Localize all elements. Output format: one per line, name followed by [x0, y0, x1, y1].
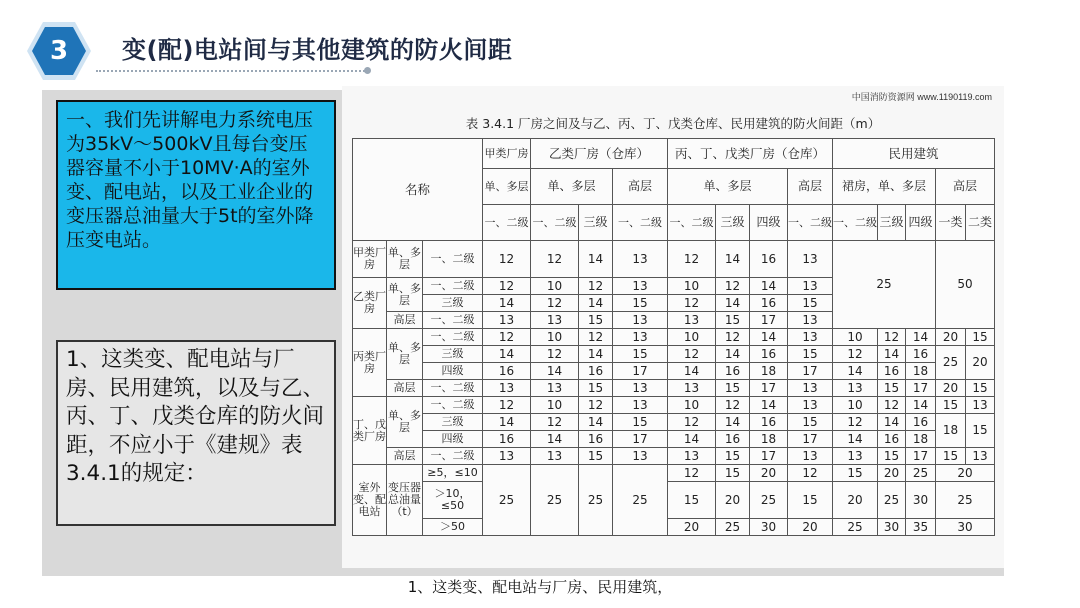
grade-civil-type2: 二类	[966, 205, 995, 241]
table-cell: 20	[750, 465, 788, 482]
table-cell: 15	[966, 329, 995, 346]
grade-label: 一、二级	[423, 312, 483, 329]
table-cell: 16	[716, 431, 750, 448]
table-cell: 14	[716, 241, 750, 278]
table-cell: 12	[579, 278, 613, 295]
table-cell: 13	[483, 380, 531, 397]
table-cell: 15	[788, 346, 833, 363]
table-cell: 25	[613, 465, 668, 536]
grade-label: 一、二级	[423, 329, 483, 346]
table-cell: 14	[716, 414, 750, 431]
table-cell: 20	[936, 380, 966, 397]
table-cell: 13	[788, 448, 833, 465]
table-cell: 13	[966, 448, 995, 465]
table-cell: 15	[936, 448, 966, 465]
table-cell: 12	[531, 295, 579, 312]
grade-label: 一、二级	[423, 448, 483, 465]
sub-transformer-oil: 变压器总油量（t）	[387, 465, 423, 536]
table-cell: 12	[716, 278, 750, 295]
table-cell: 13	[788, 329, 833, 346]
oil-range: ≥5，≤10	[423, 465, 483, 482]
table-cell: 20	[716, 482, 750, 519]
table-cell: 25	[833, 519, 878, 536]
table-cell: 20	[936, 329, 966, 346]
table-cell: 14	[833, 363, 878, 380]
table-cell: 13	[531, 312, 579, 329]
table-cell: 16	[906, 346, 936, 363]
table-cell: 15	[716, 465, 750, 482]
table-cell: 16	[579, 363, 613, 380]
table-cell: 25	[531, 465, 579, 536]
table-cell: 14	[579, 346, 613, 363]
table-cell: 15	[966, 380, 995, 397]
table-cell: 17	[906, 380, 936, 397]
table-cell: 15	[716, 380, 750, 397]
table-cell: 14	[750, 278, 788, 295]
header-civil-podium: 裙房，单、多层	[833, 169, 936, 205]
header-a-single-multi: 单、多层	[483, 169, 531, 205]
table-cell: 20	[833, 482, 878, 519]
sub-high: 高层	[387, 448, 423, 465]
table-cell: 12	[531, 346, 579, 363]
table-cell: 14	[906, 329, 936, 346]
grade-label: 一、二级	[423, 397, 483, 414]
group-class-a: 甲类厂房	[353, 241, 387, 278]
table-cell: 17	[788, 363, 833, 380]
table-cell: 25	[750, 482, 788, 519]
table-cell: 12	[878, 397, 906, 414]
header-cde-single-multi: 单、多层	[668, 169, 788, 205]
group-substation: 室外变、配电站	[353, 465, 387, 536]
table-cell: 15	[716, 448, 750, 465]
title-divider	[96, 70, 368, 72]
table-cell: 13	[483, 312, 531, 329]
table-cell: 12	[483, 241, 531, 278]
table-cell: 16	[483, 431, 531, 448]
table-cell: 12	[531, 241, 579, 278]
table-cell: 15	[878, 448, 906, 465]
table-cell: 12	[878, 329, 906, 346]
fire-distance-table	[352, 138, 995, 536]
table-cell: 12	[483, 278, 531, 295]
table-cell: 12	[668, 295, 716, 312]
grade-label: 三级	[423, 346, 483, 363]
table-cell: 14	[668, 363, 716, 380]
grade-c-4: 四级	[750, 205, 788, 241]
table-cell: 12	[833, 346, 878, 363]
grade-civil-12: 一、二级	[833, 205, 878, 241]
header-class-a: 甲类厂房	[483, 139, 531, 169]
header-class-cde: 丙、丁、戊类厂房（仓库）	[668, 139, 833, 169]
sub-single-multi: 单、多层	[387, 397, 423, 448]
table-cell: 15	[936, 397, 966, 414]
table-cell: 17	[788, 431, 833, 448]
table-cell: 25	[483, 465, 531, 536]
table-cell: 10	[531, 278, 579, 295]
slide-title: 变(配)电站间与其他建筑的防火间距	[122, 36, 513, 64]
group-class-de: 丁、戊类厂房	[353, 397, 387, 465]
table-cell: 14	[483, 346, 531, 363]
table-cell: 30	[906, 482, 936, 519]
table-cell: 10	[668, 397, 716, 414]
table-cell: 18	[906, 363, 936, 380]
grade-label: 三级	[423, 295, 483, 312]
table-cell: 25	[579, 465, 613, 536]
table-cell: 10	[668, 329, 716, 346]
table-cell: 12	[483, 329, 531, 346]
table-cell: 13	[833, 380, 878, 397]
table-cell: 12	[668, 241, 716, 278]
table-cell: 13	[613, 278, 668, 295]
table-cell: 12	[531, 414, 579, 431]
group-class-b: 乙类厂房	[353, 278, 387, 329]
merged-ab-high: 50	[936, 241, 995, 329]
table-cell: 14	[716, 295, 750, 312]
intro-text-box: 一、我们先讲解电力系统电压为35kV～500kV且每台变压器容量不小于10MV·A的室外变、配电站，以及工业企业的变压器总油量大于5t的室外降压变电站。	[56, 100, 336, 290]
grade-label: 三级	[423, 414, 483, 431]
grade-civil-type1: 一类	[936, 205, 966, 241]
table-cell: 10	[531, 329, 579, 346]
table-cell: 15	[788, 295, 833, 312]
table-cell: 10	[833, 397, 878, 414]
table-cell: 25	[936, 482, 995, 519]
header-b-single-multi: 单、多层	[531, 169, 613, 205]
header-cde-high: 高层	[788, 169, 833, 205]
source-note: 中国消防资源网 www.1190119.com	[851, 92, 992, 102]
grade-b-high-12: 一、二级	[613, 205, 668, 241]
table-cell: 16	[906, 414, 936, 431]
table-cell: 13	[788, 312, 833, 329]
table-cell: 12	[668, 346, 716, 363]
table-cell: 15	[579, 380, 613, 397]
grade-label: 一、二级	[423, 278, 483, 295]
table-cell: 10	[531, 397, 579, 414]
table-cell: 30	[878, 519, 906, 536]
sub-single-multi: 单、多层	[387, 278, 423, 312]
table-cell: 20	[788, 519, 833, 536]
table-cell: 12	[483, 397, 531, 414]
table-cell: 13	[966, 397, 995, 414]
table-cell: 12	[788, 465, 833, 482]
table-cell: 14	[531, 431, 579, 448]
table-cell: 15	[788, 482, 833, 519]
table-cell: 15	[878, 380, 906, 397]
table-cell: 20	[936, 465, 995, 482]
merged-d-high-1: 18	[936, 414, 966, 448]
grade-label: 一、二级	[423, 241, 483, 278]
section-number: 3	[49, 36, 69, 66]
table-cell: 14	[579, 414, 613, 431]
merged-ab-podium: 25	[833, 241, 936, 329]
table-cell: 15	[613, 295, 668, 312]
table-cell: 16	[878, 363, 906, 380]
oil-range: ＞50	[423, 519, 483, 536]
header-civil: 民用建筑	[833, 139, 995, 169]
table-cell: 12	[579, 397, 613, 414]
merged-d-high-2: 15	[966, 414, 995, 448]
table-cell: 25	[716, 519, 750, 536]
table-cell: 25	[878, 482, 906, 519]
table-cell: 15	[579, 312, 613, 329]
table-cell: 12	[716, 397, 750, 414]
table-cell: 12	[833, 414, 878, 431]
table-cell: 13	[668, 448, 716, 465]
table-cell: 14	[668, 431, 716, 448]
table-cell: 16	[750, 414, 788, 431]
table-cell: 16	[878, 431, 906, 448]
table-cell: 14	[906, 397, 936, 414]
table-cell: 13	[613, 380, 668, 397]
table-cell: 14	[878, 346, 906, 363]
table-cell: 14	[878, 414, 906, 431]
table-cell: 18	[750, 363, 788, 380]
table-cell: 10	[668, 278, 716, 295]
sub-high: 高层	[387, 312, 423, 329]
table-cell: 17	[750, 380, 788, 397]
table-cell: 13	[668, 312, 716, 329]
table-cell: 13	[531, 380, 579, 397]
table-cell: 16	[750, 241, 788, 278]
table-caption: 表 3.4.1 厂房之间及与乙、丙、丁、戊类仓库、民用建筑的防火间距（m）	[465, 116, 881, 131]
grade-civil-3: 三级	[878, 205, 906, 241]
rule-text-box: 1、这类变、配电站与厂房、民用建筑，以及与乙、丙、丁、戊类仓库的防火间距，不应小于《建规》表3.4.1的规定：	[56, 340, 336, 526]
grade-a-12: 一、二级	[483, 205, 531, 241]
table-cell: 15	[579, 448, 613, 465]
grade-b-12: 一、二级	[531, 205, 579, 241]
table-cell: 14	[579, 241, 613, 278]
table-cell: 20	[878, 465, 906, 482]
table-cell: 17	[613, 363, 668, 380]
table-cell: 13	[788, 380, 833, 397]
oil-range: ＞10，≤50	[423, 482, 483, 519]
table-cell: 12	[668, 465, 716, 482]
grade-c-high-12: 一、二级	[788, 205, 833, 241]
table-cell: 25	[906, 465, 936, 482]
table-cell: 14	[716, 346, 750, 363]
table-cell: 13	[788, 278, 833, 295]
table-cell: 13	[613, 241, 668, 278]
table-cell: 16	[579, 431, 613, 448]
table-cell: 16	[716, 363, 750, 380]
table-cell: 13	[613, 448, 668, 465]
grade-label: 一、二级	[423, 380, 483, 397]
table-cell: 17	[613, 431, 668, 448]
table-cell: 13	[483, 448, 531, 465]
table-cell: 14	[483, 295, 531, 312]
merged-c-high-1: 25	[936, 346, 966, 380]
table-cell: 14	[750, 329, 788, 346]
header-b-high: 高层	[613, 169, 668, 205]
table-cell: 15	[668, 482, 716, 519]
grade-c-12: 一、二级	[668, 205, 716, 241]
table-cell: 12	[716, 329, 750, 346]
table-cell: 18	[750, 431, 788, 448]
grade-civil-4: 四级	[906, 205, 936, 241]
table-cell: 14	[483, 414, 531, 431]
table-cell: 18	[906, 431, 936, 448]
table-cell: 13	[788, 241, 833, 278]
sub-single-multi: 单、多层	[387, 241, 423, 278]
table-cell: 10	[833, 329, 878, 346]
table-cell: 15	[613, 414, 668, 431]
table-cell: 13	[668, 380, 716, 397]
table-cell: 16	[750, 295, 788, 312]
header-civil-high: 高层	[936, 169, 995, 205]
table-cell: 15	[788, 414, 833, 431]
section-badge	[26, 20, 92, 82]
sub-single-multi: 单、多层	[387, 329, 423, 380]
table-card	[342, 86, 1004, 568]
table-cell: 14	[833, 431, 878, 448]
table-cell: 17	[906, 448, 936, 465]
table-cell: 14	[750, 397, 788, 414]
grade-label: 四级	[423, 363, 483, 380]
table-cell: 15	[613, 346, 668, 363]
group-class-c: 丙类厂房	[353, 329, 387, 397]
table-cell: 14	[531, 363, 579, 380]
header-name: 名称	[353, 139, 483, 241]
table-cell: 20	[668, 519, 716, 536]
bottom-caption: 1、这类变、配电站与厂房、民用建筑，	[407, 578, 673, 596]
table-cell: 35	[906, 519, 936, 536]
table-cell: 13	[833, 448, 878, 465]
table-cell: 13	[788, 397, 833, 414]
table-cell: 13	[531, 448, 579, 465]
merged-c-high-2: 20	[966, 346, 995, 380]
table-cell: 13	[613, 329, 668, 346]
table-cell: 16	[750, 346, 788, 363]
divider-dot	[364, 67, 371, 74]
table-cell: 12	[668, 414, 716, 431]
table-cell: 17	[750, 448, 788, 465]
header-class-b: 乙类厂房（仓库）	[531, 139, 668, 169]
table-cell: 13	[613, 397, 668, 414]
table-cell: 12	[579, 329, 613, 346]
table-cell: 15	[833, 465, 878, 482]
grade-label: 四级	[423, 431, 483, 448]
table-cell: 13	[613, 312, 668, 329]
grade-c-3: 三级	[716, 205, 750, 241]
sub-high: 高层	[387, 380, 423, 397]
table-cell: 15	[716, 312, 750, 329]
table-cell: 30	[750, 519, 788, 536]
table-cell: 16	[483, 363, 531, 380]
table-cell: 17	[750, 312, 788, 329]
grade-b-3: 三级	[579, 205, 613, 241]
table-cell: 14	[579, 295, 613, 312]
table-cell: 30	[936, 519, 995, 536]
